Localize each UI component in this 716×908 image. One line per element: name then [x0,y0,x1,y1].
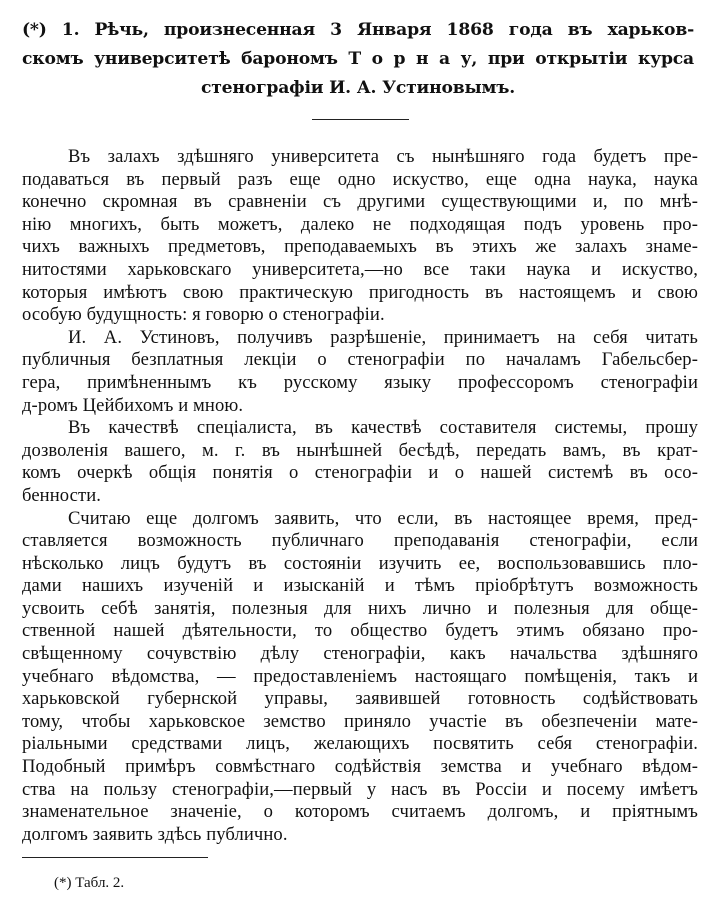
text-line: тому, чтобы харьковское земство приняло участіе въ обезпеченіи мате- [22,710,698,732]
text-line: нитостями харьковскаго университета,—но все таки наука и искуство, [22,258,698,280]
text-line: долгомъ заявить здѣсь публично. [22,823,288,845]
text-line: дами нашихъ изученій и изысканій и тѣмъ пріобрѣтутъ возможность [22,575,698,597]
text-line: учебнаго вѣдомства, — предоставленіемъ настоящаго помѣщенія, такъ и [22,665,698,687]
text-line: харьковской губернской управы, заявившей готовность содѣйствовать [22,688,698,710]
title-line-2: скомъ университетѣ барономъ Т о р н а у, при открытіи курса [22,49,694,69]
text-line: д-ромъ Цейбихомъ и мною. [22,394,244,416]
text-line: Въ качествѣ спеціалиста, въ качествѣ составителя системы, прошу [68,417,698,439]
text-line: ства на пользу стенографіи,—первый у насъ въ Россіи и посему имѣетъ [22,778,698,800]
paragraph-3 [22,417,698,507]
paragraph-1 [22,146,698,327]
text-line: Подобный примѣръ совмѣстнаго содѣйствія земства и учебнаго вѣдом- [22,756,698,778]
text-line: ственной нашей дѣятельности, то общество будетъ этимъ обязано про- [22,620,698,642]
paragraph-4 [22,508,698,847]
text-line: подаваться въ первый разъ еще одно искуство, еще одна наука, наука [22,168,698,190]
text-line: чихъ важныхъ предметовъ, преподаваемыхъ въ этихъ же залахъ знаме- [22,236,698,258]
text-line: конечно скромная въ сравненіи съ другими существующими и, по мнѣ- [22,191,698,213]
text-line: которыя имѣютъ свою практическую пригодность въ настоящемъ и свою [22,281,698,303]
text-line: бенности. [22,484,102,506]
text-line: усвоить себѣ занятія, полезныя для нихъ лично и полезныя для обще- [22,597,698,619]
text-line: публичныя безплатныя лекціи о стенографіи по началамъ Габельсбер- [22,349,698,371]
title-line-3: стенографіи И. А. Устиновымъ. [200,78,516,98]
title-divider [312,119,409,120]
body-text [22,146,698,846]
text-line: ставляется возможность публичнаго преподаванія стенографіи, если [22,530,698,552]
document-title [22,16,694,103]
text-line: И. А. Устиновъ, получивъ разрѣшеніе, принимаетъ на себя читать [68,326,698,348]
text-line: нѣсколько лицъ будутъ въ состояніи изучить ее, воспользовавшись пло- [22,552,698,574]
text-line: нію многихъ, быть можетъ, далеко не подходящая подъ уровень про- [22,213,698,235]
text-line: дозволенія вашего, м. г. въ нынѣшней бесѣдѣ, передать вамъ, въ крат- [22,439,698,461]
text-line: ріальными средствами лицъ, желающихъ посвятить себя стенографіи. [22,733,698,755]
text-line: Въ залахъ здѣшняго университета съ нынѣшняго года будетъ пре- [68,146,698,167]
footnote-divider [22,857,208,858]
footnote: (*) Табл. 2. [54,875,125,891]
text-line: Считаю еще долгомъ заявить, что если, въ настоящее время, пред- [68,507,698,529]
text-line: особую будущность: я говорю о стенографіи. [22,304,385,326]
text-line: свѣщенному сочувствію дѣлу стенографіи, какъ начальства здѣшняго [22,643,698,665]
text-line: гера, примѣненнымъ къ русскому языку профессоромъ стенографіи [22,371,698,393]
title-line-1: (*) 1. Рѣчь, произнесенная 3 Января 1868 года въ харьков- [22,20,694,40]
paragraph-2 [22,327,698,417]
text-line: комъ очеркѣ общія понятія о стенографіи и о нашей системѣ въ осо- [22,462,698,484]
text-line: знаменательное значеніе, о которомъ считаемъ долгомъ, и пріятнымъ [22,801,698,823]
